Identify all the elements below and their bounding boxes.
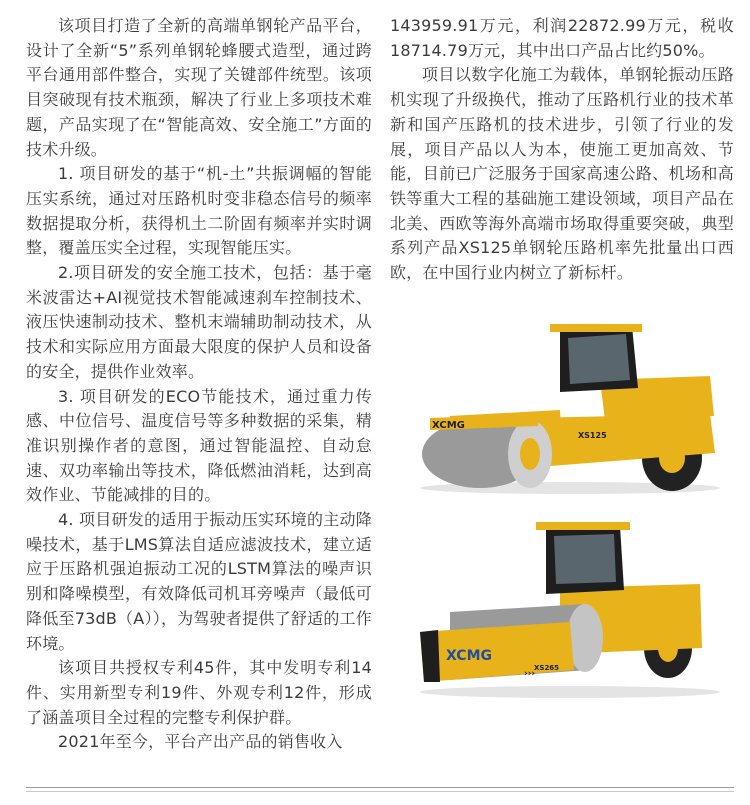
paragraph-item-1: 1. 项目研发的基于“机-土”共振调幅的智能压实系统，通过对压路机时变非稳态信号的频率数据提取分析，获得机土二阶固有频率并实时调整，覆盖压实全过程，实现智能压实。 [26,164,372,258]
roller-photo-xs125 [410,318,736,498]
paragraph-sales-continued: 143959.91万元，利润22872.99万元，税收18714.79万元，其中出口产品占比约50%。 [390,16,734,60]
brand-label-top: XCMG [432,420,465,431]
footer-divider-secondary [26,791,734,792]
paragraph-summary: 项目以数字化施工为载体，单钢轮振动压路机实现了升级换代，推动了压路机行业的技术革新和国产压路机的技术进步，引领了行业的发展，项目产品以人为本，使施工更加高效、节能，目前已广泛服务于国家高速公路、机场和高铁等重大工程的基础施工建设领域，项目产品在北美、西欧等海外高端市场取得重要突破，典型系列产品XS125单钢轮压路机率先批量出口西欧，在中国行业内树立了新标杆。 [390,65,734,283]
roller-illustration-top [410,318,736,498]
right-text-column [390,14,734,286]
chevron-decal-icon: ››› [524,669,536,679]
paragraph-item-3: 3. 项目研发的ECO节能技术，通过重力传感、中位信号、温度信号等多种数据的采集，精准识别操作者的意图，通过智能温控、自动怠速、双功率输出等技术，降低燃油消耗，达到高效作业、节能减排的目的。 [26,386,372,505]
paragraph-patents: 该项目共授权专利45件，其中发明专利14件、实用新型专利19件、外观专利12件，形成了涵盖项目全过程的完整专利保护群。 [26,658,372,727]
paragraph-intro: 该项目打造了全新的高端单钢轮产品平台，设计了全新“5”系列单钢轮蜂腰式造型，通过跨平台通用部件整合，实现了关键部件统型。该项目突破现有技术瓶颈，解决了行业上多项技术难题，产品实现了在“智能高效、安全施工”方面的技术升级。 [26,16,372,159]
paragraph-item-4: 4. 项目研发的适用于振动压实环境的主动降噪技术，基于LMS算法自适应滤波技术，建立适应于压路机强迫振动工况的LSTM算法的噪声识别和降噪模型，有效降低司机耳旁噪声（最低可降低至73dB（A）），为驾驶者提供了舒适的工作环境。 [26,510,372,653]
roller-illustration-bottom [410,520,736,700]
footer-divider [26,787,734,788]
model-label-top: XS125 [578,431,607,440]
paragraph-item-2: 2.项目研发的安全施工技术，包括：基于毫米波雷达+AI视觉技术智能减速刹车控制技术、液压快速制动技术、整机末端辅助制动技术，从技术和实际应用方面最大限度的保护人员和设备的安全，提供作业效率。 [26,263,372,381]
brand-label-bottom: XCMG [446,648,492,664]
left-text-column [26,14,372,755]
paragraph-sales-start: 2021年至今，平台产出产品的销售收入 [58,732,343,752]
roller-photo-xs265 [410,520,736,700]
model-label-bottom: XS265 [534,664,560,672]
